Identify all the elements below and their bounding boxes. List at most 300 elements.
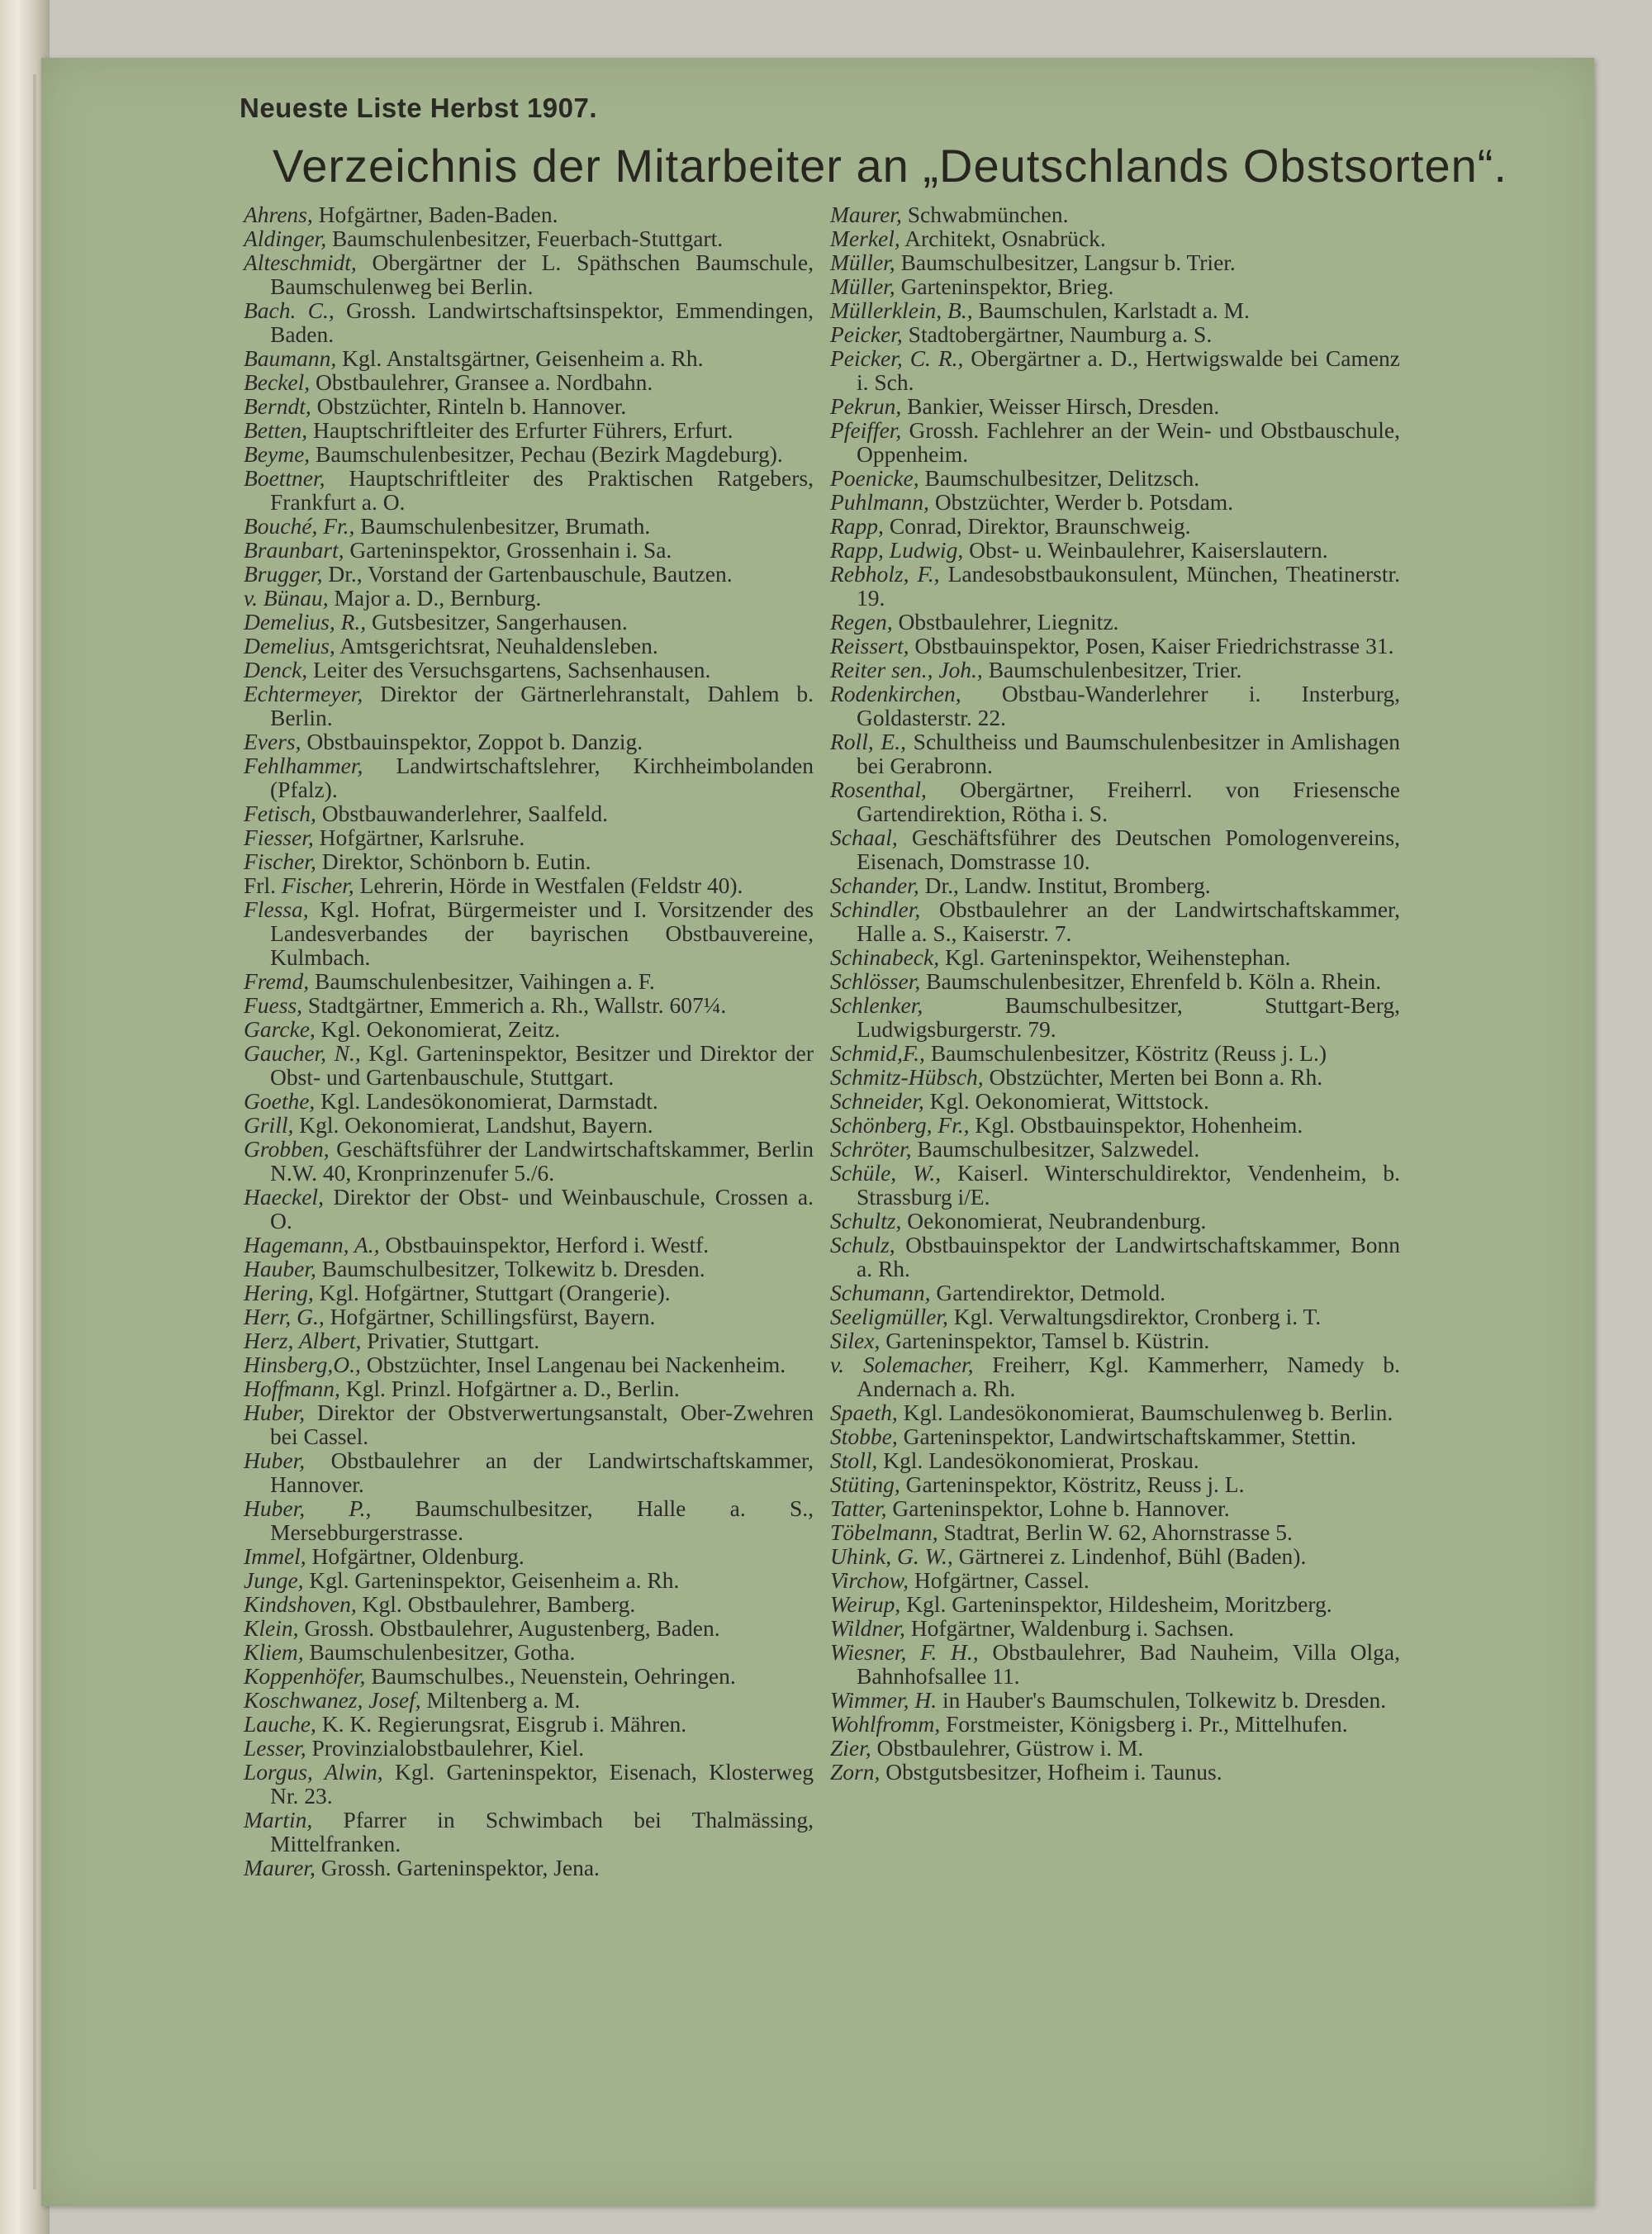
contributor-name: Puhlmann, [830,489,929,515]
contributor-details: Gärtnerei z. Lindenhof, Bühl (Baden). [952,1543,1307,1569]
contributor-details: Garteninspektor, Brieg. [895,273,1114,299]
contributor-name: Schlösser, [830,968,921,994]
contributor-entry [830,1544,1400,1568]
contributor-details: Obstzüchter, Insel Langenau bei Nackenheim. [360,1352,786,1377]
contributor-details: Baumschulenbesitzer, Feuerbach-Stuttgart. [326,226,724,251]
contributor-entry [244,442,814,466]
contributor-entry [244,1640,814,1664]
contributor-name: Stobbe, [830,1424,898,1449]
contributor-name: Hering, [244,1280,314,1305]
contributor-entry [244,849,814,873]
contributor-entry [244,1376,814,1400]
page-title: Verzeichnis der Mitarbeiter an „Deutschlands Obstsorten“. [273,140,1507,192]
contributor-name: Braunbart, [244,537,344,563]
contributor-name: Herz, Albert, [244,1328,362,1353]
contributor-entry [830,1233,1400,1281]
contributor-entry [244,634,814,658]
contributor-details: Obstbauinspektor, Posen, Kaiser Friedrichstrasse 31. [909,633,1394,658]
contributor-name: Echtermeyer, [244,681,363,706]
contributor-details: Baumschulenbesitzer, Trier. [982,657,1242,682]
contributor-entry [830,1472,1400,1496]
contributor-entry [830,562,1400,610]
contributor-entry [244,730,814,753]
contributor-details: Kgl. Prinzl. Hofgärtner a. D., Berlin. [339,1376,680,1401]
contributor-name: Denck, [244,657,308,682]
contributor-entry [244,1281,814,1305]
contributor-name: Immel, [244,1543,306,1569]
contributor-name: Schindler, [830,896,921,922]
contributor-name: Wiesner, F. H., [830,1639,979,1665]
contributor-entry [244,1041,814,1089]
contributor-details: Gutsbesitzer, Sangerhausen. [366,609,628,635]
contributor-name: Schaal, [830,825,898,850]
contributor-name: Tatter, [830,1495,887,1521]
contributor-name: Reiter sen., Joh., [830,657,983,682]
contributor-entry [830,1400,1400,1424]
contributor-entry [244,250,814,298]
contributor-name: Flessa, [244,896,309,922]
contributor-name: Pekrun, [830,393,902,419]
contributor-details: Landesobstbaukonsulent, München, Theatinerstr. 19. [857,561,1400,611]
contributor-entry [830,1568,1400,1592]
contributor-details: Baumschulbesitzer, Stuttgart-Berg, Ludwigsburgerstr. 79. [857,992,1400,1042]
contributor-name: Schüle, W., [830,1160,942,1186]
contributor-details: Obstzüchter, Rinteln b. Hannover. [311,393,627,419]
contributor-details: Bankier, Weisser Hirsch, Dresden. [901,393,1220,419]
contributor-details: Kgl. Hofrat, Bürgermeister und I. Vorsitzender des Landesverbandes der bayrischen Obstbauvereine, Kulmbach. [270,896,814,970]
contributor-details: Forstmeister, Königsberg i. Pr., Mittelhufen. [940,1711,1348,1737]
contributor-entry [830,298,1400,322]
contributor-name: Lorgus, Alwin, [244,1759,383,1785]
contributor-entry [830,1113,1400,1137]
contributor-entry [244,1448,814,1496]
contributor-name: Zorn, [830,1759,881,1785]
contributor-details: Obstbauinspektor, Herford i. Westf. [379,1232,710,1257]
contributor-details: Privatier, Stuttgart. [361,1328,540,1353]
contributor-details: Garteninspektor, Grossenhain i. Sa. [344,537,672,563]
contributor-name: Grill, [244,1112,294,1138]
contributor-details: Baumschulbes., Neuenstein, Oehringen. [365,1663,736,1689]
contributor-entry [830,418,1400,466]
contributor-details: Baumschulenbesitzer, Ehrenfeld b. Köln a. Rhein. [920,968,1382,994]
contributor-name: Wohlfromm, [830,1711,941,1737]
contributor-details: Baumschulenbesitzer, Köstritz (Reuss j. L.) [924,1040,1327,1066]
contributor-name: Schultz, [830,1208,902,1233]
contributor-name: Reissert, [830,633,909,658]
contributor-entry [830,1496,1400,1520]
contributor-entry [830,1329,1400,1352]
contributor-details: Baumschulbesitzer, Tolkewitz b. Dresden. [316,1256,705,1281]
contributor-name: Schumann, [830,1280,931,1305]
contributor-details: Garteninspektor, Köstritz, Reuss j. L. [900,1471,1245,1497]
contributor-details: Stadtrat, Berlin W. 62, Ahornstrasse 5. [938,1519,1293,1545]
contributor-details: Conrad, Direktor, Braunschweig. [883,513,1191,539]
contributor-details: Garteninspektor, Landwirtschaftskammer, Stettin. [897,1424,1357,1449]
contributor-entry [244,562,814,586]
contributor-details: Kgl. Obstbauinspektor, Hohenheim. [969,1112,1303,1138]
contributor-details: Hofgärtner, Schillingsfürst, Bayern. [324,1304,656,1329]
contributor-entry [244,586,814,610]
contributor-details: Obstbaulehrer, Bad Nauheim, Villa Olga, Bahnhofsallee 11. [857,1639,1400,1689]
contributor-details: Amtsgerichtsrat, Neuhaldensleben. [335,633,658,658]
contributor-entry [244,682,814,730]
contributor-details: Stadtgärtner, Emmerich a. Rh., Wallstr. 607¼. [302,992,727,1018]
contributor-entry [244,298,814,346]
contributor-details: Baumschulbesitzer, Delitzsch. [919,465,1200,491]
contributor-details: Schultheiss und Baumschulenbesitzer in Amlishagen bei Gerabronn. [857,729,1400,778]
contributor-details: Baumschulbesitzer, Salzwedel. [911,1136,1200,1162]
left-column [244,202,814,1880]
contributor-name: Fischer, [281,872,354,898]
contributor-entry [244,418,814,442]
contributor-entry [830,274,1400,298]
contributor-details: Obstbaulehrer, Gransee a. Nordbahn. [310,369,653,395]
contributor-name: Beckel, [244,369,311,395]
contributor-details: Garteninspektor, Tamsel b. Küstrin. [880,1328,1210,1353]
contributor-name: Schlenker, [830,992,923,1018]
binding-edge [33,74,36,2189]
contributor-name: Wimmer, H. [830,1687,938,1713]
contributor-details: Oekonomierat, Neubrandenburg. [901,1208,1207,1233]
contributor-name: Hoffmann, [244,1376,340,1401]
contributor-name: Poenicke, [830,465,919,491]
contributor-entry [830,1424,1400,1448]
contributor-entry [830,1089,1400,1113]
contributor-details: Obstbaulehrer, Liegnitz. [892,609,1119,635]
contributor-details: Grossh. Garteninspektor, Jena. [315,1855,600,1880]
contributor-details: Baumschulenbesitzer, Pechau (Bezirk Magdeburg). [310,441,783,467]
contributor-name: Merkel, [830,226,900,251]
contributor-entry [830,1760,1400,1784]
contributor-name: Regen, [830,609,893,635]
contributor-name: Fehlhammer, [244,753,363,778]
contributor-entry [830,466,1400,490]
contributor-entry [830,658,1400,682]
contributor-name: Schmid,F., [830,1040,925,1066]
contributor-entry [244,1352,814,1376]
contributor-name: Kliem, [244,1639,304,1665]
contributor-name: Bouché, Fr., [244,513,355,539]
list-label: Neueste Liste Herbst 1907. [240,93,598,123]
contributor-entry [244,226,814,250]
contributor-name: Huber, [244,1447,306,1473]
contributor-details: Grossh. Obstbaulehrer, Augustenberg, Baden. [298,1615,720,1641]
contributor-name: Spaeth, [830,1400,898,1425]
contributor-entry [830,1592,1400,1616]
contributor-details: Kgl. Oekonomierat, Wittstock. [923,1088,1209,1114]
contributor-name: Silex, [830,1328,881,1353]
contributor-details: Obstbaulehrer an der Landwirtschaftskammer, Halle a. S., Kaiserstr. 7. [857,896,1400,946]
contributor-entry [830,1137,1400,1161]
contributor-name: Stüting, [830,1471,900,1497]
contributor-entry [830,1640,1400,1688]
contributor-entry [244,753,814,801]
contributor-name: Wildner, [830,1615,905,1641]
contributor-details: Obstzüchter, Werder b. Potsdam. [928,489,1234,515]
contributor-entry [830,1688,1400,1712]
contributor-name: Uhink, G. W., [830,1543,953,1569]
contributor-name: Junge, [244,1567,304,1593]
contributor-details: Schwabmünchen. [901,202,1069,227]
contributor-name: Martin, [244,1807,313,1832]
contributor-entry [244,466,814,514]
contributor-entry [244,538,814,562]
contributor-name: Rosenthal, [830,777,927,802]
contributor-name: Seeligmüller, [830,1304,948,1329]
contributor-details: Obstgutsbesitzer, Hofheim i. Taunus. [880,1759,1222,1785]
contributor-entry [830,250,1400,274]
contributor-details: Obstbau-Wanderlehrer i. Insterburg, Goldasterstr. 22. [857,681,1400,730]
contributor-details: Baumschulbesitzer, Halle a. S., Mersebburgerstrasse. [270,1495,814,1545]
contributor-entry [244,346,814,370]
contributor-name: Demelius, R., [244,609,367,635]
contributor-entry [830,322,1400,346]
contributor-name: Evers, [244,729,301,754]
contributor-entry [244,1257,814,1281]
contributor-entry [244,394,814,418]
contributor-name: Pfeiffer, [830,417,902,443]
contributor-entry [830,1712,1400,1736]
contributor-entry [244,993,814,1017]
contributor-entry [244,897,814,969]
contributor-details: Obst- u. Weinbaulehrer, Kaiserslautern. [963,537,1328,563]
contributor-entry [830,1209,1400,1233]
contributor-details: Obstzüchter, Merten bei Bonn a. Rh. [983,1064,1323,1090]
contributor-name: Grobben, [244,1136,330,1162]
contributor-name: Brugger, [244,561,323,587]
contributor-details: Hofgärtner, Waldenburg i. Sachsen. [904,1615,1235,1641]
contributor-name: Peicker, [830,321,903,347]
contributor-entry [244,1736,814,1760]
contributor-details: Dr., Landw. Institut, Bromberg. [919,872,1211,898]
contributor-entry [830,825,1400,873]
contributor-details: Grossh. Landwirtschaftsinspektor, Emmendingen, Baden. [270,297,814,347]
contributor-entry [244,1305,814,1329]
contributor-name: Lauche, [244,1711,316,1737]
contributor-entry [244,1329,814,1352]
contributor-details: Direktor, Schönborn b. Eutin. [316,848,591,874]
contributor-name: Peicker, C. R., [830,345,964,371]
contributor-name: Schneider, [830,1088,924,1114]
contributor-entry [830,1065,1400,1089]
right-column [830,202,1400,1784]
contributor-details: Landwirtschaftslehrer, Kirchheimbolanden (Pfalz). [270,753,814,802]
contributor-name: Maurer, [244,1855,316,1880]
contributor-name: Müllerklein, B., [830,297,973,323]
contributor-entry [830,394,1400,418]
contributor-entry [244,1568,814,1592]
contributor-name: Schinabeck, [830,944,940,970]
contributor-details: Dr., Vorstand der Gartenbauschule, Bautzen. [322,561,733,587]
contributor-details: Obstbaulehrer, Güstrow i. M. [871,1735,1144,1761]
contributor-details: Architekt, Osnabrück. [900,226,1106,251]
contributor-entry [830,1041,1400,1065]
contributor-details: Kgl. Obstbaulehrer, Bamberg. [356,1591,636,1617]
contributor-details: Baumschulenbesitzer, Brumath. [354,513,651,539]
contributor-entry [244,1233,814,1257]
contributor-details: Kgl. Verwaltungsdirektor, Cronberg i. T. [947,1304,1322,1329]
contributor-details: Direktor der Gärtnerlehranstalt, Dahlem b. Berlin. [270,681,814,730]
contributor-name: Müller, [830,250,895,275]
contributor-details: Grossh. Fachlehrer an der Wein- und Obstbauschule, Oppenheim. [857,417,1400,467]
contributor-entry [830,897,1400,945]
contributor-details: Hofgärtner, Karlsruhe. [313,825,525,850]
contributor-details: Hofgärtner, Baden-Baden. [312,202,558,227]
contributor-details: Obergärtner a. D., Hertwigswalde bei Camenz i. Sch. [857,345,1400,395]
contributor-name: Haeckel, [244,1184,324,1210]
contributor-details: Miltenberg a. M. [420,1687,581,1713]
contributor-details: Kgl. Anstaltsgärtner, Geisenheim a. Rh. [336,345,704,371]
contributor-entry [244,1017,814,1041]
contributor-name: Herr, G., [244,1304,325,1329]
contributor-name: Maurer, [830,202,902,227]
contributor-entry [830,1352,1400,1400]
contributor-details: Obstbaulehrer an der Landwirtschaftskammer, Hannover. [270,1447,814,1497]
contributor-entry [244,514,814,538]
contributor-entry [244,1089,814,1113]
contributor-details: Kgl. Landesökonomierat, Proskau. [877,1447,1199,1473]
contributor-details: Kgl. Landesökonomierat, Baumschulenweg b. Berlin. [897,1400,1393,1425]
contributor-entry [244,370,814,394]
contributor-details: Kgl. Landesökonomierat, Darmstadt. [315,1088,658,1114]
contributor-details: Direktor der Obst- und Weinbauschule, Crossen a. O. [270,1184,814,1233]
contributor-name: Huber, P., [244,1495,372,1521]
contributor-details: Obstbauinspektor, Zoppot b. Danzig. [301,729,643,754]
contributor-details: Hofgärtner, Oldenburg. [306,1543,525,1569]
contributor-name: Stoll, [830,1447,878,1473]
contributor-details: Obergärtner der L. Späthschen Baumschule, Baumschulenweg bei Berlin. [270,250,814,299]
contributor-entry [244,658,814,682]
contributor-entry [830,682,1400,730]
contributor-entry [830,1161,1400,1209]
contributor-details: Kgl. Garteninspektor, Besitzer und Direktor der Obst- und Gartenbauschule, Stuttgart. [270,1040,814,1090]
contributor-entry [830,1305,1400,1329]
contributor-name: Koppenhöfer, [244,1663,366,1689]
contributor-entry [830,969,1400,993]
contributor-entry [830,610,1400,634]
contributor-entry [244,1712,814,1736]
contributor-details: Kaiserl. Winterschuldirektor, Vendenheim, b. Strassburg i/E. [857,1160,1400,1210]
contributor-details: Baumschulenbesitzer, Gotha. [303,1639,576,1665]
contributor-name: Rapp, Ludwig, [830,537,964,563]
contributor-details: Kgl. Oekonomierat, Zeitz. [315,1016,561,1042]
contributor-name: Töbelmann, [830,1519,938,1545]
contributor-name: Huber, [244,1400,306,1425]
contributor-details: Kgl. Garteninspektor, Hildesheim, Moritzberg. [900,1591,1332,1617]
contributor-details: Obstbauwanderlehrer, Saalfeld. [316,801,609,826]
contributor-name: Garcke, [244,1016,316,1042]
contributor-details: Kgl. Garteninspektor, Weihenstephan. [939,944,1291,970]
contributor-name: Fremd, [244,968,310,994]
contributor-details: Obstbauinspektor der Landwirtschaftskammer, Bonn a. Rh. [857,1232,1400,1281]
contributor-entry [244,610,814,634]
contributor-details: Geschäftsführer der Landwirtschaftskammer, Berlin N.W. 40, Kronprinzenufer 5./6. [270,1136,814,1186]
contributor-details: Leiter des Versuchsgartens, Sachsenhausen. [307,657,711,682]
contributor-entry [244,1400,814,1448]
contributor-name: Hauber, [244,1256,316,1281]
contributor-name: Baumann, [244,345,337,371]
contributor-details: Direktor der Obstverwertungsanstalt, Ober-Zwehren bei Cassel. [270,1400,814,1449]
contributor-name: Schmitz-Hübsch, [830,1064,984,1090]
contributor-name: Kindshoven, [244,1591,357,1617]
contributor-name: Hagemann, A., [244,1232,380,1257]
contributor-entry [244,1544,814,1568]
contributor-name: Koschwanez, Josef, [244,1687,421,1713]
contributor-entry [830,777,1400,825]
contributor-name: Weirup, [830,1591,901,1617]
contributor-details: Garteninspektor, Lohne b. Hannover. [886,1495,1230,1521]
contributor-name: Aldinger, [244,226,327,251]
contributor-name: Lesser, [244,1735,306,1761]
contributor-entry [830,1448,1400,1472]
contributor-name: Fetisch, [244,801,316,826]
contributor-details: Pfarrer in Schwimbach bei Thalmässing, Mittelfranken. [270,1807,814,1856]
contributor-entry [830,226,1400,250]
contributor-details: Geschäftsführer des Deutschen Pomologenvereins, Eisenach, Domstrasse 10. [857,825,1400,874]
contributor-details: Freiherr, Kgl. Kammerherr, Namedy b. Andernach a. Rh. [857,1352,1401,1401]
contributor-entry [244,873,814,897]
contributor-entry [244,1808,814,1856]
contributor-entry [244,1113,814,1137]
contributor-name: Schulz, [830,1232,895,1257]
contributor-entry [830,945,1400,969]
contributor-name: Boettner, [244,465,325,491]
contributor-entry [830,1520,1400,1544]
contributor-name: Virchow, [830,1567,909,1593]
contributor-details: Major a. D., Bernburg. [328,585,542,611]
contributor-entry [244,202,814,226]
contributor-details: Kgl. Hofgärtner, Stuttgart (Orangerie). [313,1280,671,1305]
contributor-entry [244,1856,814,1880]
contributor-name: Betten, [244,417,308,443]
contributor-entry [244,1137,814,1185]
contributor-details: Hauptschriftleiter des Praktischen Ratgebers, Frankfurt a. O. [270,465,814,515]
contributor-name: Beyme, [244,441,311,467]
contributor-entry [830,1281,1400,1305]
contributor-details: K. K. Regierungsrat, Eisgrub i. Mähren. [316,1711,687,1737]
contributor-entry [830,490,1400,514]
contributor-entry [830,873,1400,897]
contributor-details: Lehrerin, Hörde in Westfalen (Feldstr 40). [354,872,743,898]
contributor-entry [244,969,814,993]
contributor-entry [830,634,1400,658]
contributor-details: Kgl. Garteninspektor, Geisenheim a. Rh. [303,1567,680,1593]
contributor-entry [830,538,1400,562]
contributor-details: Kgl. Oekonomierat, Landshut, Bayern. [293,1112,653,1138]
contributor-details: Obergärtner, Freiherrl. von Friesensche Gartendirektion, Rötha i. S. [857,777,1400,826]
contributor-entry [830,993,1400,1041]
contributor-details: in Hauber's Baumschulen, Tolkewitz b. Dresden. [937,1687,1387,1713]
contributor-details: Provinzialobstbaulehrer, Kiel. [306,1735,585,1761]
contributor-entry [830,346,1400,394]
contributor-entry [244,1592,814,1616]
contributor-entry [244,1496,814,1544]
contributor-name: Fiesser, [244,825,314,850]
contributor-name: Demelius, [244,633,335,658]
contributor-entry [830,730,1400,777]
contributor-name: Hinsberg,O., [244,1352,361,1377]
contributor-details: Baumschulbesitzer, Langsur b. Trier. [895,250,1236,275]
contributor-name: Rapp, [830,513,884,539]
contributor-name: Ahrens, [244,202,313,227]
contributor-entry [244,1185,814,1233]
contributor-entry [244,1760,814,1808]
contributor-name: Fischer, [244,848,316,874]
contributor-details: Hofgärtner, Cassel. [908,1567,1089,1593]
contributor-details: Hauptschriftleiter des Erfurter Führers, Erfurt. [307,417,733,443]
contributor-name: Schröter, [830,1136,912,1162]
contributor-name: Berndt, [244,393,311,419]
